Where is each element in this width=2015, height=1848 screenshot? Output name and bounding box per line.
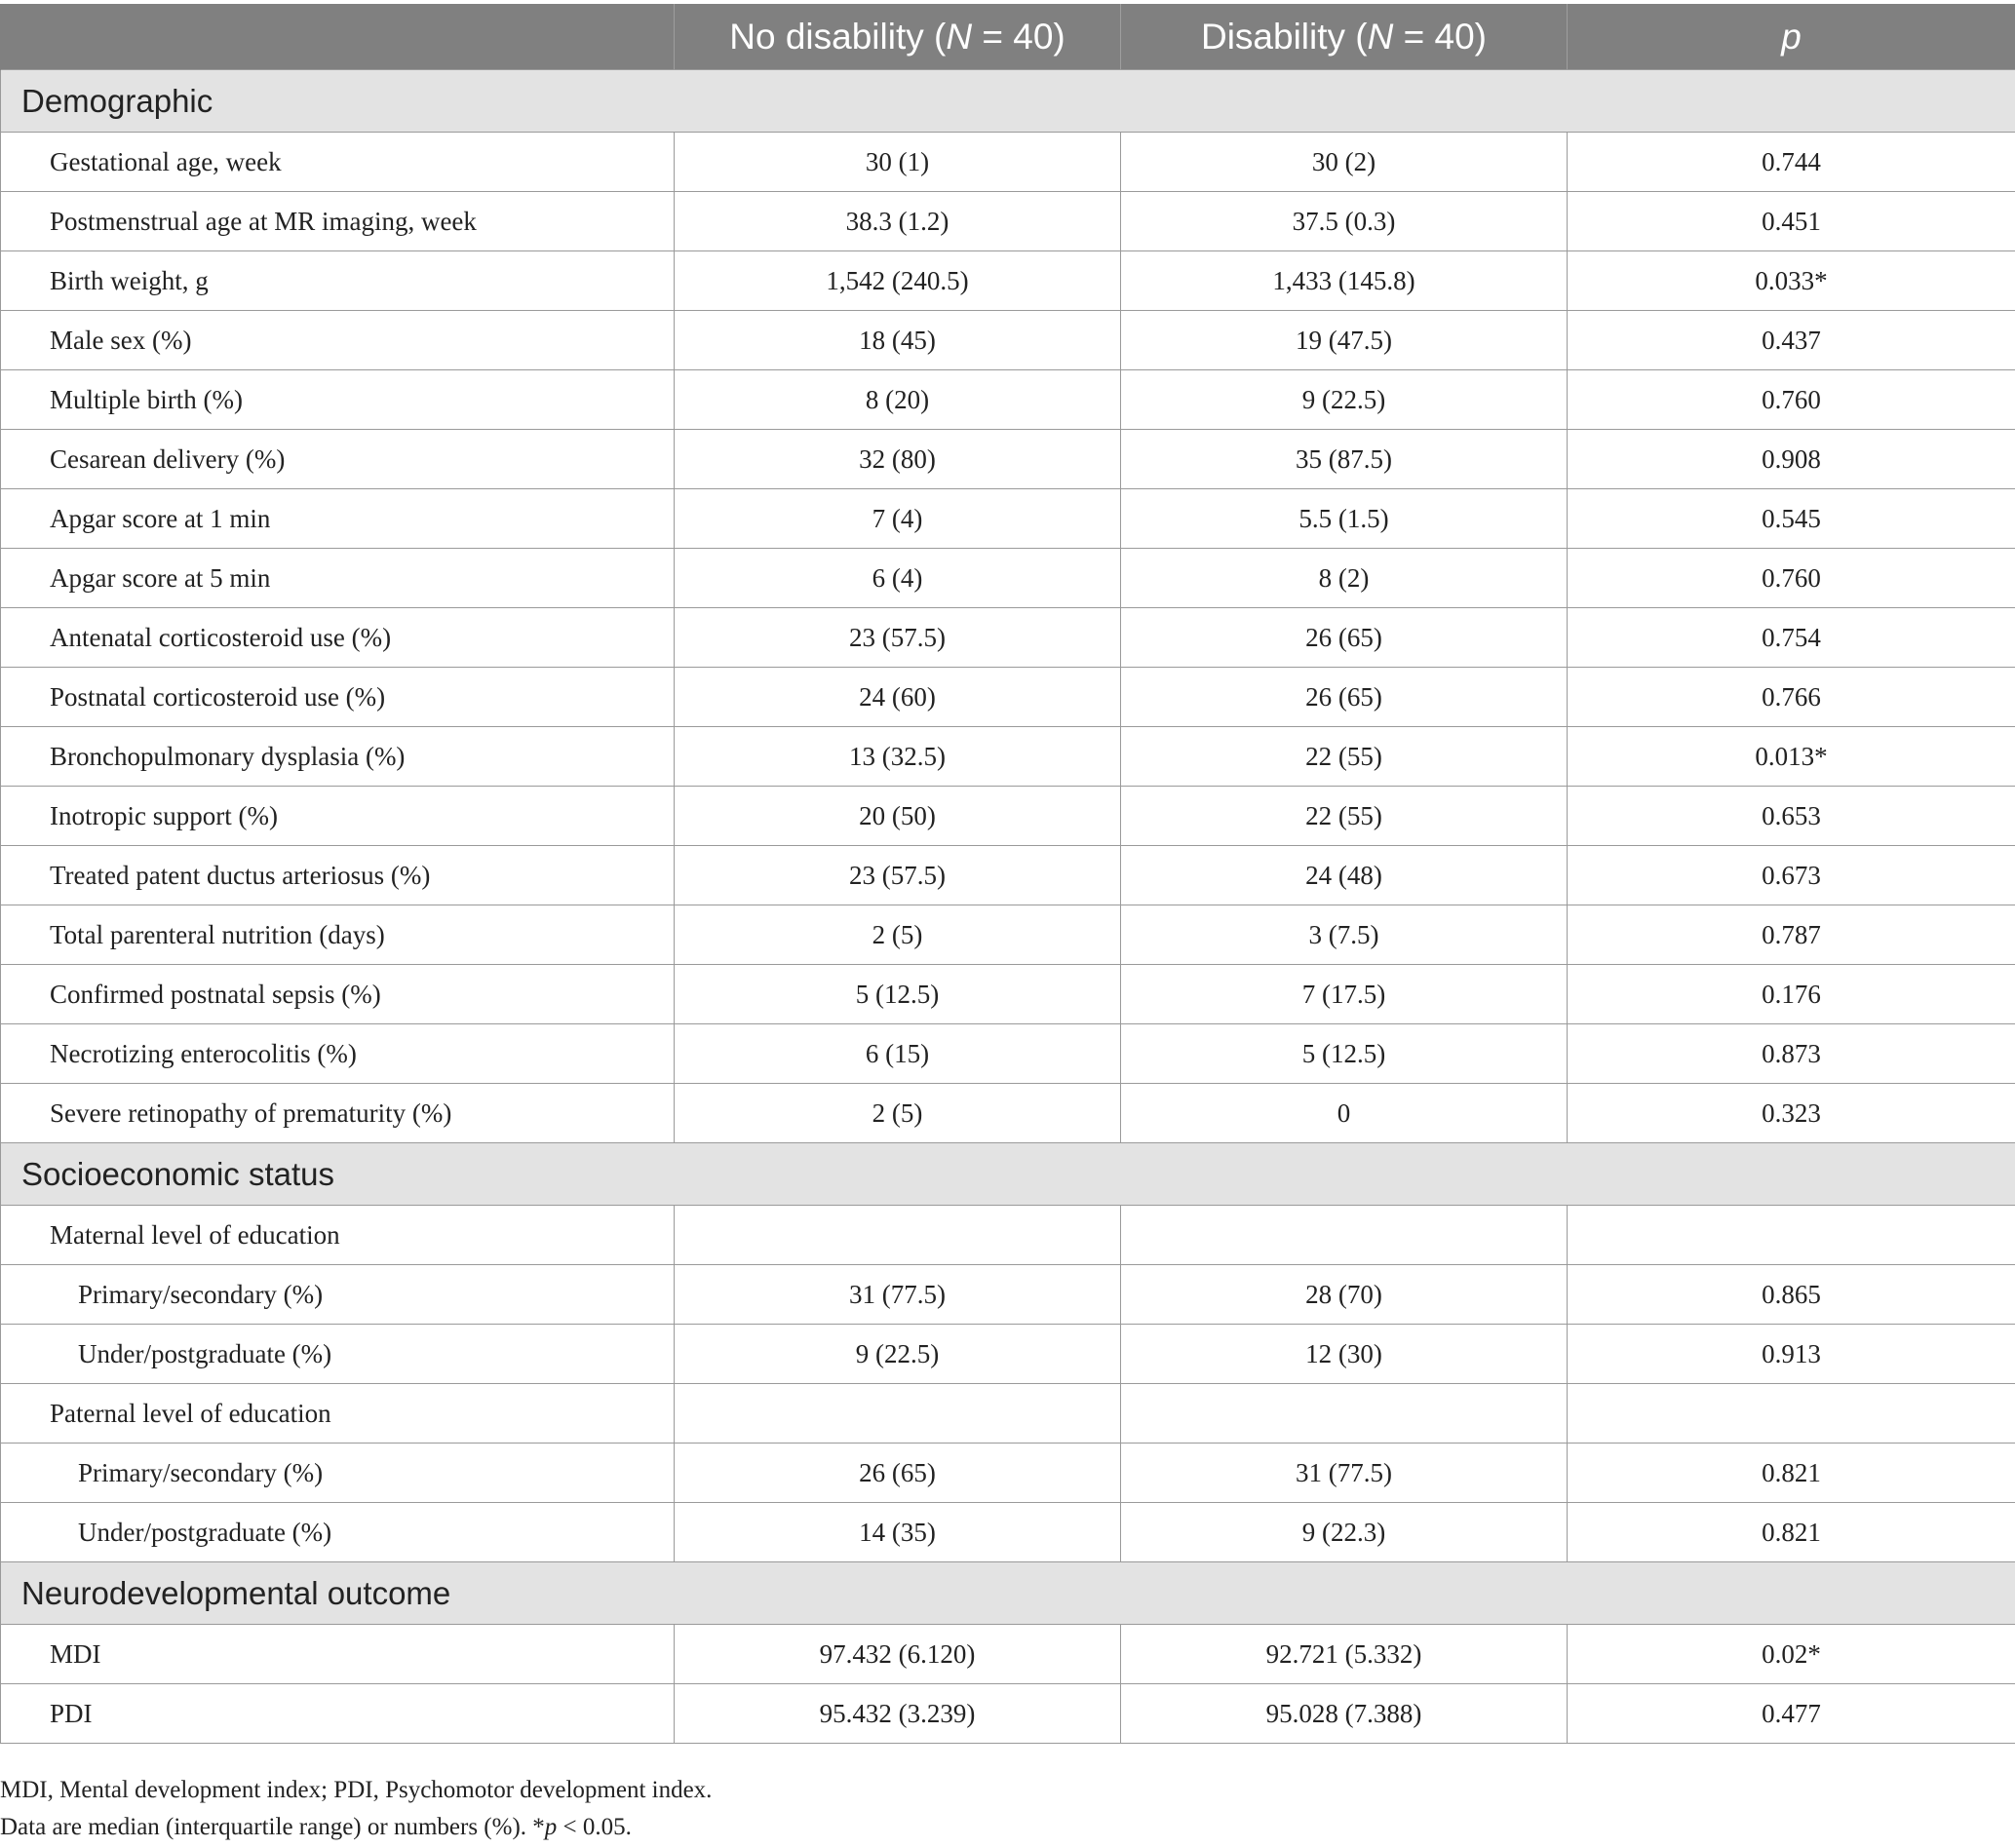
section-row — [1, 70, 2015, 133]
cell-disability: 5.5 (1.5) — [1121, 489, 1568, 549]
cell-p-value — [1568, 1384, 2015, 1444]
table-row — [1, 846, 2015, 905]
cell-p-value: 0.744 — [1568, 133, 2015, 192]
cell-no-disability: 30 (1) — [675, 133, 1121, 192]
cell-p-value: 0.323 — [1568, 1084, 2015, 1143]
row-label: Inotropic support (%) — [1, 787, 675, 846]
row-label: Under/postgraduate (%) — [1, 1325, 675, 1384]
header-variable — [1, 4, 675, 70]
cell-no-disability: 14 (35) — [675, 1503, 1121, 1562]
cell-p-value: 0.754 — [1568, 608, 2015, 668]
cell-disability: 3 (7.5) — [1121, 905, 1568, 965]
cell-no-disability: 5 (12.5) — [675, 965, 1121, 1024]
row-label: Primary/secondary (%) — [1, 1444, 675, 1503]
table-row — [1, 1265, 2015, 1325]
cell-disability: 0 — [1121, 1084, 1568, 1143]
cell-no-disability: 1,542 (240.5) — [675, 251, 1121, 311]
row-label: MDI — [1, 1625, 675, 1684]
cell-disability: 8 (2) — [1121, 549, 1568, 608]
cell-p-value: 0.760 — [1568, 370, 2015, 430]
cell-no-disability: 2 (5) — [675, 1084, 1121, 1143]
cell-p-value: 0.821 — [1568, 1444, 2015, 1503]
cell-disability: 19 (47.5) — [1121, 311, 1568, 370]
section-row — [1, 1562, 2015, 1625]
cell-p-value: 0.913 — [1568, 1325, 2015, 1384]
table-row — [1, 430, 2015, 489]
cell-disability: 30 (2) — [1121, 133, 1568, 192]
cell-no-disability: 20 (50) — [675, 787, 1121, 846]
footnote-data-post: < 0.05. — [557, 1814, 632, 1840]
table-row — [1, 1503, 2015, 1562]
row-label: Primary/secondary (%) — [1, 1265, 675, 1325]
header-disability-pre: Disability ( — [1200, 16, 1368, 57]
cell-p-value: 0.821 — [1568, 1503, 2015, 1562]
table-row — [1, 608, 2015, 668]
table-row — [1, 1325, 2015, 1384]
table-row — [1, 965, 2015, 1024]
characteristics-table-container — [0, 4, 2015, 1744]
header-disability — [1121, 4, 1568, 70]
table-row — [1, 1084, 2015, 1143]
row-label: Antenatal corticosteroid use (%) — [1, 608, 675, 668]
table-row — [1, 1024, 2015, 1084]
table-row — [1, 489, 2015, 549]
header-disability-post: = 40) — [1393, 16, 1488, 57]
row-label: Male sex (%) — [1, 311, 675, 370]
row-label: Postnatal corticosteroid use (%) — [1, 668, 675, 727]
row-label: Paternal level of education — [1, 1384, 675, 1444]
footnote-data-pre: Data are median (interquartile range) or numbers (%). * — [0, 1814, 545, 1840]
cell-no-disability: 2 (5) — [675, 905, 1121, 965]
row-label: Total parenteral nutrition (days) — [1, 905, 675, 965]
cell-no-disability: 6 (15) — [675, 1024, 1121, 1084]
cell-no-disability: 97.432 (6.120) — [675, 1625, 1121, 1684]
cell-no-disability: 32 (80) — [675, 430, 1121, 489]
section-row — [1, 1143, 2015, 1206]
row-label: Treated patent ductus arteriosus (%) — [1, 846, 675, 905]
cell-p-value: 0.013* — [1568, 727, 2015, 787]
cell-p-value: 0.873 — [1568, 1024, 2015, 1084]
table-row — [1, 133, 2015, 192]
table-row — [1, 1206, 2015, 1265]
row-label: Postmenstrual age at MR imaging, week — [1, 192, 675, 251]
cell-no-disability: 95.432 (3.239) — [675, 1684, 1121, 1744]
table-row — [1, 668, 2015, 727]
cell-disability: 35 (87.5) — [1121, 430, 1568, 489]
cell-disability — [1121, 1384, 1568, 1444]
cell-p-value: 0.02* — [1568, 1625, 2015, 1684]
cell-disability: 26 (65) — [1121, 608, 1568, 668]
table-row — [1, 1444, 2015, 1503]
cell-no-disability: 7 (4) — [675, 489, 1121, 549]
row-label: Necrotizing enterocolitis (%) — [1, 1024, 675, 1084]
footnote-abbreviations: MDI, Mental development index; PDI, Psychomotor development index. — [0, 1777, 713, 1803]
cell-no-disability: 38.3 (1.2) — [675, 192, 1121, 251]
table-row — [1, 370, 2015, 430]
cell-no-disability: 6 (4) — [675, 549, 1121, 608]
cell-no-disability: 8 (20) — [675, 370, 1121, 430]
table-row — [1, 192, 2015, 251]
row-label: PDI — [1, 1684, 675, 1744]
table-row — [1, 1684, 2015, 1744]
table-row — [1, 1384, 2015, 1444]
cell-disability: 24 (48) — [1121, 846, 1568, 905]
row-label: Cesarean delivery (%) — [1, 430, 675, 489]
cell-disability: 12 (30) — [1121, 1325, 1568, 1384]
cell-disability: 22 (55) — [1121, 727, 1568, 787]
table-row — [1, 1625, 2015, 1684]
cell-disability: 37.5 (0.3) — [1121, 192, 1568, 251]
cell-p-value: 0.451 — [1568, 192, 2015, 251]
characteristics-table — [0, 4, 2015, 1744]
cell-p-value: 0.673 — [1568, 846, 2015, 905]
cell-no-disability: 26 (65) — [675, 1444, 1121, 1503]
row-label: Severe retinopathy of prematurity (%) — [1, 1084, 675, 1143]
cell-no-disability: 9 (22.5) — [675, 1325, 1121, 1384]
header-no-disability — [675, 4, 1121, 70]
cell-no-disability: 31 (77.5) — [675, 1265, 1121, 1325]
row-label: Gestational age, week — [1, 133, 675, 192]
cell-disability: 5 (12.5) — [1121, 1024, 1568, 1084]
cell-p-value — [1568, 1206, 2015, 1265]
cell-p-value: 0.437 — [1568, 311, 2015, 370]
table-row — [1, 905, 2015, 965]
header-p-label: p — [1781, 16, 1802, 57]
cell-p-value: 0.477 — [1568, 1684, 2015, 1744]
row-label: Confirmed postnatal sepsis (%) — [1, 965, 675, 1024]
cell-no-disability — [675, 1384, 1121, 1444]
row-label: Birth weight, g — [1, 251, 675, 311]
table-row — [1, 787, 2015, 846]
cell-p-value: 0.787 — [1568, 905, 2015, 965]
row-label: Apgar score at 1 min — [1, 489, 675, 549]
row-label: Apgar score at 5 min — [1, 549, 675, 608]
section-title: Socioeconomic status — [1, 1143, 2015, 1206]
table-row — [1, 549, 2015, 608]
header-no-disability-post: = 40) — [972, 16, 1066, 57]
header-row — [1, 4, 2015, 70]
header-disability-n: N — [1367, 16, 1394, 57]
table-row — [1, 727, 2015, 787]
header-p-value — [1568, 4, 2015, 70]
section-title: Neurodevelopmental outcome — [1, 1562, 2015, 1625]
cell-disability: 95.028 (7.388) — [1121, 1684, 1568, 1744]
cell-no-disability — [675, 1206, 1121, 1265]
cell-disability: 92.721 (5.332) — [1121, 1625, 1568, 1684]
footnote-data-description — [0, 1809, 712, 1846]
cell-disability: 9 (22.3) — [1121, 1503, 1568, 1562]
cell-p-value: 0.766 — [1568, 668, 2015, 727]
cell-p-value: 0.760 — [1568, 549, 2015, 608]
footnote-data-p: p — [544, 1814, 558, 1840]
row-label: Maternal level of education — [1, 1206, 675, 1265]
row-label: Multiple birth (%) — [1, 370, 675, 430]
cell-disability — [1121, 1206, 1568, 1265]
cell-no-disability: 13 (32.5) — [675, 727, 1121, 787]
header-no-disability-n: N — [946, 16, 973, 57]
cell-no-disability: 18 (45) — [675, 311, 1121, 370]
table-footnotes — [0, 1772, 712, 1846]
cell-no-disability: 23 (57.5) — [675, 608, 1121, 668]
cell-disability: 1,433 (145.8) — [1121, 251, 1568, 311]
table-row — [1, 251, 2015, 311]
row-label: Bronchopulmonary dysplasia (%) — [1, 727, 675, 787]
section-title: Demographic — [1, 70, 2015, 133]
cell-p-value: 0.865 — [1568, 1265, 2015, 1325]
cell-disability: 9 (22.5) — [1121, 370, 1568, 430]
table-body — [1, 70, 2015, 1744]
row-label: Under/postgraduate (%) — [1, 1503, 675, 1562]
table-row — [1, 311, 2015, 370]
cell-p-value: 0.176 — [1568, 965, 2015, 1024]
cell-no-disability: 23 (57.5) — [675, 846, 1121, 905]
cell-disability: 7 (17.5) — [1121, 965, 1568, 1024]
header-no-disability-pre: No disability ( — [729, 16, 947, 57]
cell-disability: 31 (77.5) — [1121, 1444, 1568, 1503]
cell-p-value: 0.545 — [1568, 489, 2015, 549]
cell-disability: 22 (55) — [1121, 787, 1568, 846]
cell-no-disability: 24 (60) — [675, 668, 1121, 727]
cell-disability: 28 (70) — [1121, 1265, 1568, 1325]
cell-p-value: 0.908 — [1568, 430, 2015, 489]
table-header — [1, 4, 2015, 70]
cell-p-value: 0.653 — [1568, 787, 2015, 846]
cell-disability: 26 (65) — [1121, 668, 1568, 727]
cell-p-value: 0.033* — [1568, 251, 2015, 311]
